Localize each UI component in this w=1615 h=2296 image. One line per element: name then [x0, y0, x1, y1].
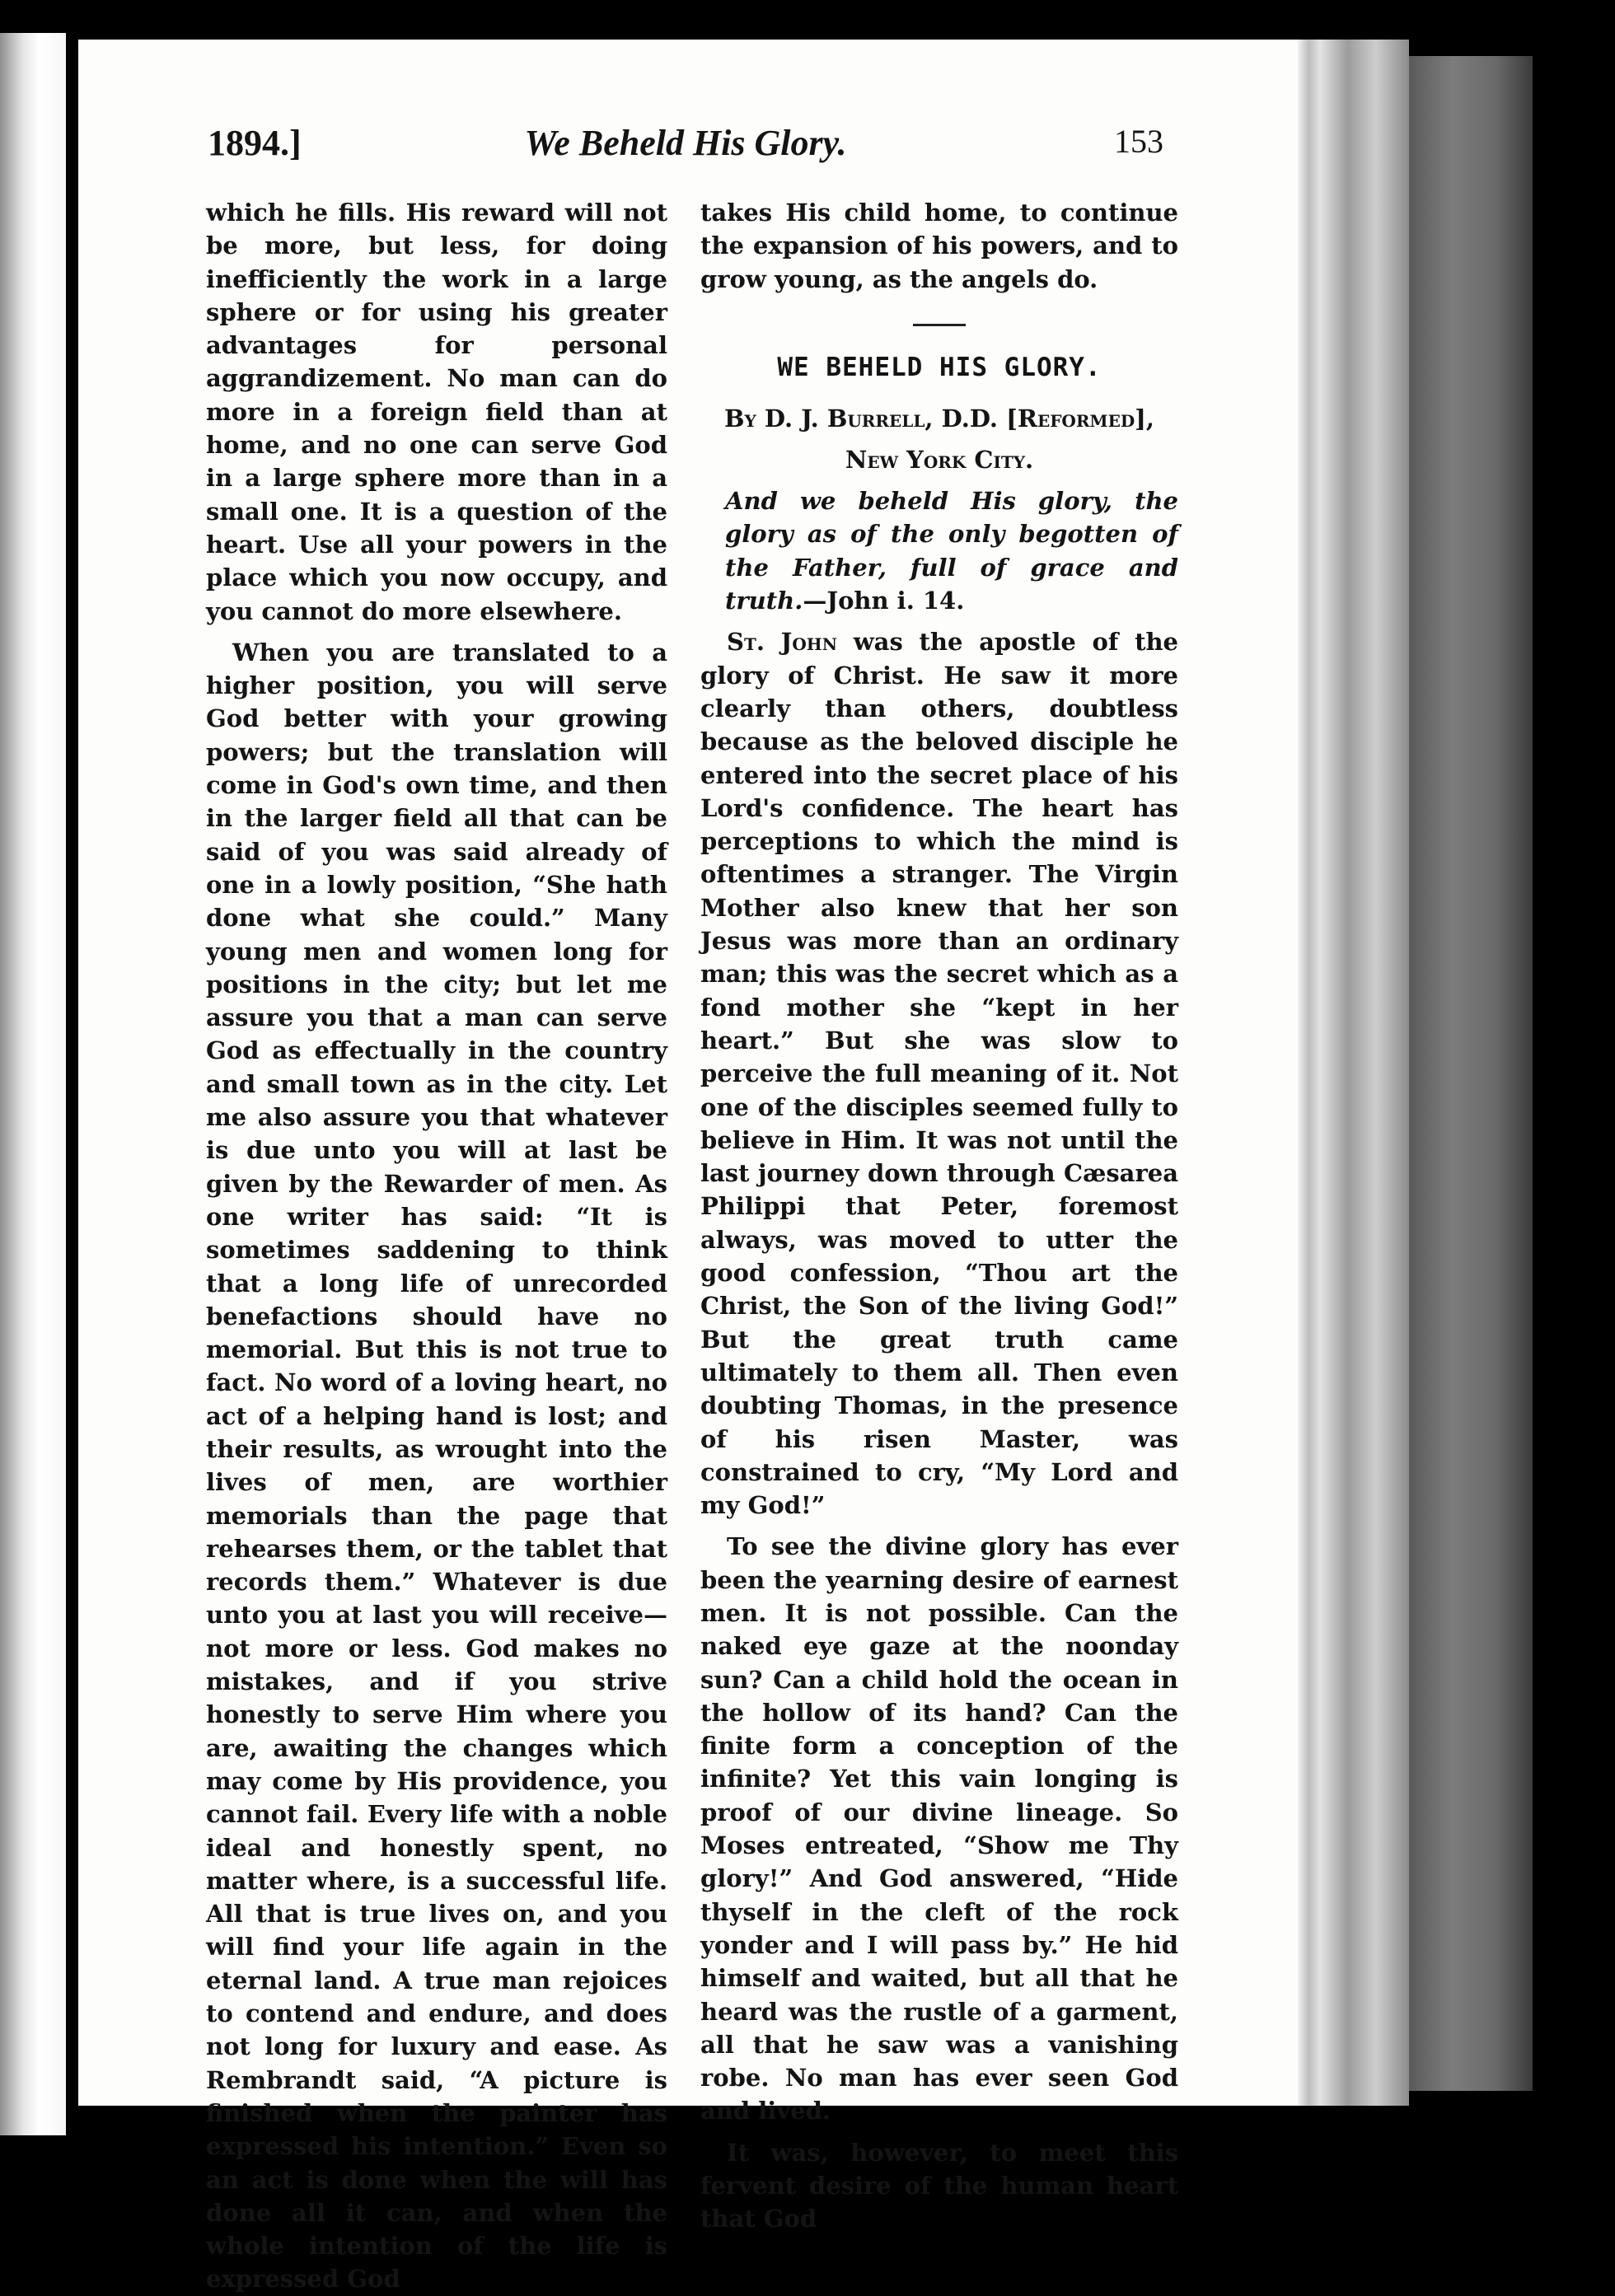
article-title: WE BEHELD HIS GLORY.: [777, 352, 1102, 382]
right-paragraph-3: To see the divine glory has ever been the yearning desire of earnest men. It is not possible. Can the naked eye gaze at the noonday sun? Can a child hold the ocean in the hollow of its hand? Can the finite form a conception of the infinite? Yet this vain longing is proof of our divine lineage. So Moses entreated, “Show me Thy glory!” And God answered, “Hide thyself in the cleft of the rock yonder and I will pass by.” He hid himself and waited, but all that he heard was the rustle of a garment, all that he saw was a vanishing robe. No man has ever seen God and lived.: [700, 1532, 1178, 2125]
left-paragraph-2: When you are translated to a higher position, you will serve God better with your growing powers; but the translation will come in God's own time, and then in the larger field all that can be said of you was said already of one in a lowly position, “She hath done what she could.” Many young men and women long for positions in the city; but let me assure you that a man can serve God as effectually in the country and small town as in the city. Let me also assure you that whatever is due unto you will at last be given by the Rewarder of men. As one writer has said: “It is sometimes saddening to think that a long life of unrecorded benefactions should have no memorial. But this is not true to fact. No word of a loving heart, no act of a helping hand is lost; and their results, as wrought into the lives of men, are worthier memorials than the page that rehearses them, or the tablet that records them.” Whatever is due unto you at last you will receive—not more or less. God makes no mistakes, and if you strive honestly to serve Him where you are, awaiting the changes which may come by His providence, you cannot fail. Every life with a noble ideal and honestly spent, no matter where, is a successful life. All that is true lives on, and you will find your life again in the eternal land. A true man rejoices to contend and endure, and does not long for luxury and ease. As Rembrandt said, “A picture is finished when the painter has expressed his intention.” Even so an act is done when the will has done all it can, and when the whole intention of the life is expressed God: [206, 638, 667, 2294]
right-paragraph-4: It was, however, to meet this fervent desire of the human heart that God: [700, 2138, 1178, 2233]
right-column: [700, 196, 1178, 2236]
running-header: [208, 122, 1163, 171]
facing-page-edge: [0, 33, 66, 2135]
page-block-edges: [1298, 40, 1409, 2106]
section-divider: [913, 324, 966, 326]
epigraph-text: And we beheld His glory, the glory as of the only begotten of the Father, full of grace and truth.: [725, 487, 1178, 615]
epigraph-reference: —John i. 14.: [803, 587, 965, 615]
paragraph-lead: St. John: [727, 628, 837, 657]
left-paragraph-1: which he fills. His reward will not be more, but less, for doing inefficiently the work in a large sphere or for using his greater advantages for personal aggrandizement. No man can do more in a foreign field than at home, and no one can serve God in a large sphere more than in a small one. It is a question of the heart. Use all your powers in the place which you now occupy, and you cannot do more elsewhere.: [206, 199, 667, 625]
right-paragraph-2-text: was the apostle of the glory of Christ. He saw it more clearly than others, doubtless because as the beloved disciple he entered into the secret place of his Lord's confidence. The heart has perceptions to which the mind is oftentimes a stranger. The Virgin Mother also knew that her son Jesus was more than an ordinary man; this was the secret which as a fond mother she “kept in her heart.” But she was slow to perceive the full meaning of it. Not one of the disciples seemed fully to believe in Him. It was not until the last journey down through Cæsarea Philippi that Peter, foremost always, was moved to utter the good confession, “Thou art the Christ, the Son of the living God!” But the great truth came ultimately to them all. Then even doubting Thomas, in the presence of his risen Master, was constrained to cry, “My Lord and my God!”: [700, 628, 1179, 1520]
byline-author: By D. J. Burrell, D.D. [Reformed],: [724, 404, 1154, 433]
header-year: 1894.]: [208, 123, 302, 163]
page-number: 153: [1114, 123, 1163, 160]
epigraph: [700, 484, 1178, 617]
left-column: [206, 196, 667, 2296]
byline-location: New York City.: [845, 446, 1034, 475]
right-paragraph-1: takes His child home, to continue the expansion of his powers, and to grow young, as the angels do.: [700, 199, 1178, 293]
book-cover-edge: [1409, 56, 1533, 2091]
right-paragraph-2: [700, 625, 1178, 1522]
running-title: We Beheld His Glory.: [524, 123, 847, 163]
